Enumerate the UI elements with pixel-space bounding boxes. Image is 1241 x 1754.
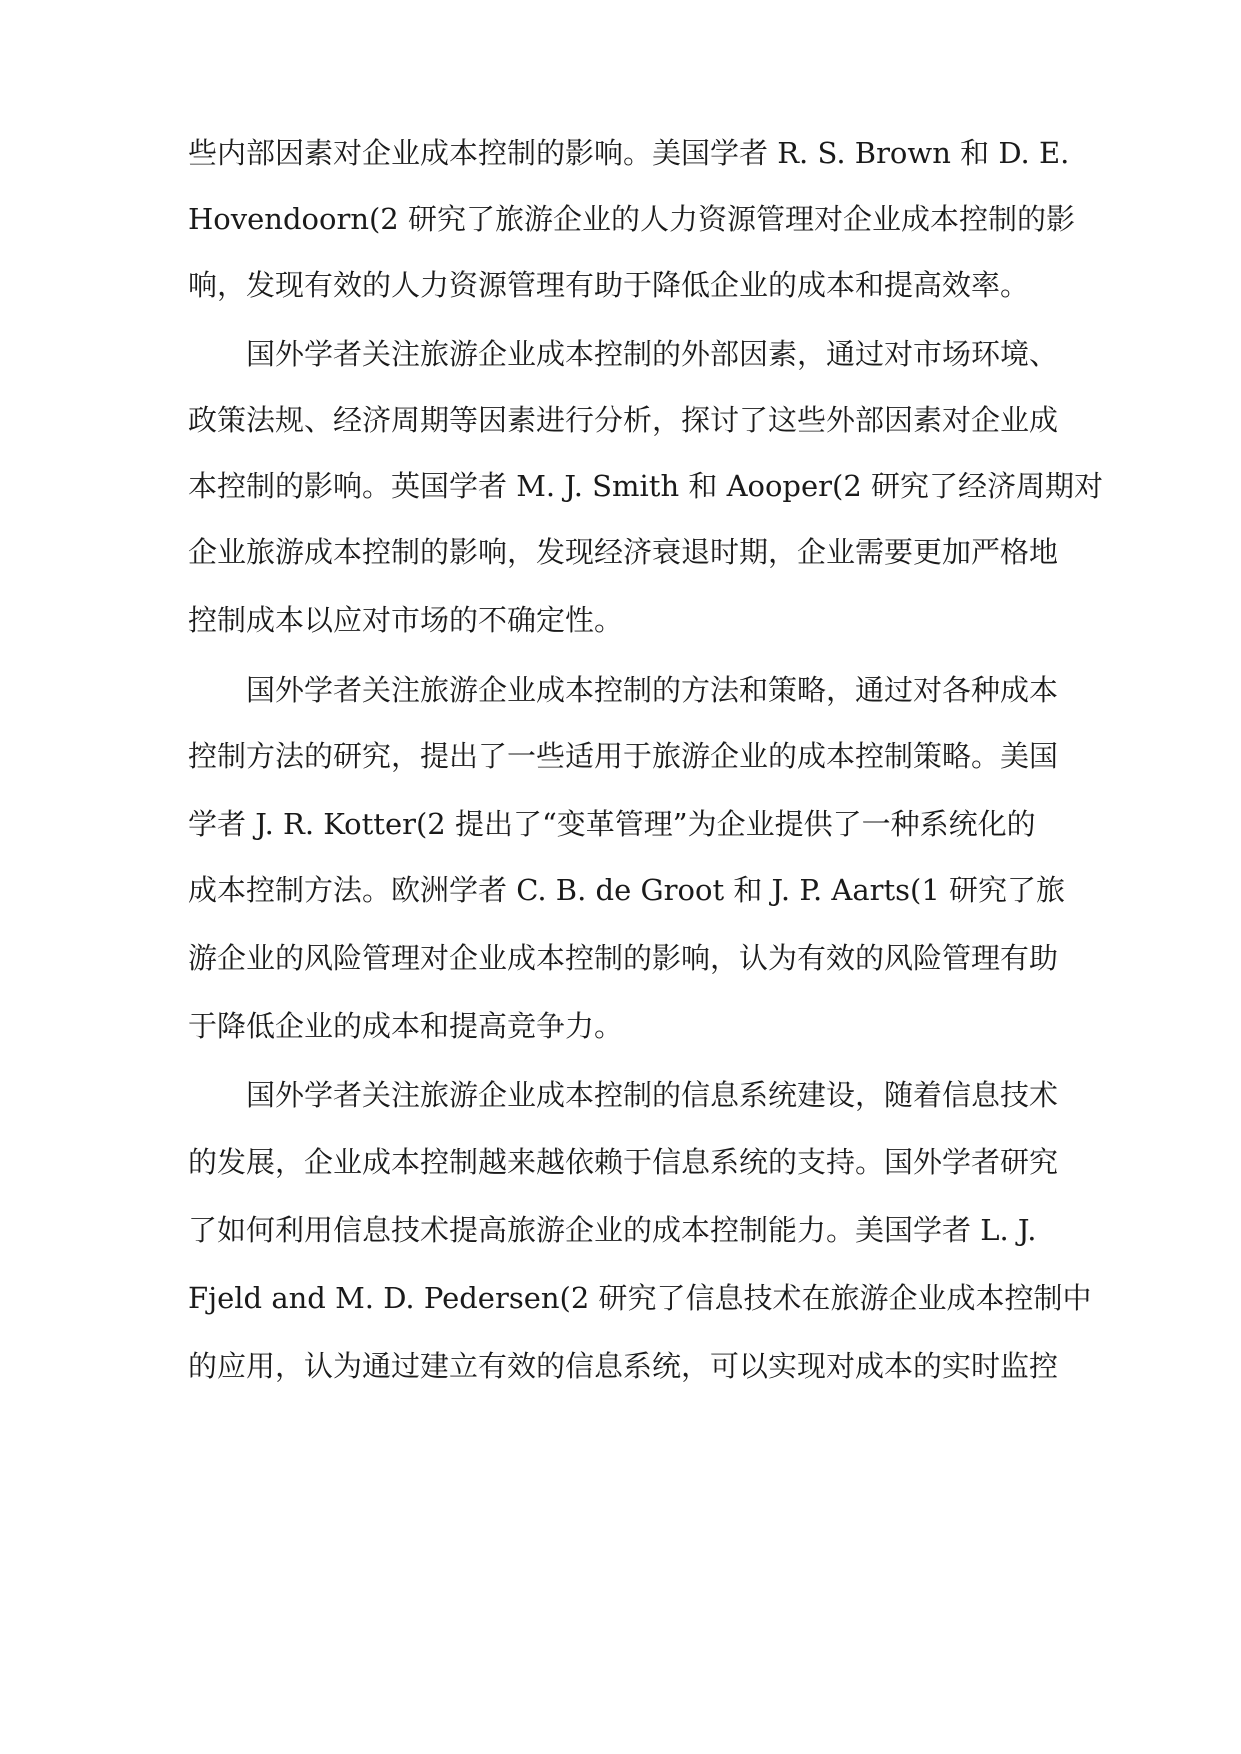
text-line: 成本控制方法。欧洲学者 C. B. de Groot 和 J. P. Aarts(1 研究了旅	[188, 873, 1066, 907]
text-line: 控制成本以应对市场的不确定性。	[188, 603, 624, 637]
text-line: 控制方法的研究，提出了一些适用于旅游企业的成本控制策略。美国	[188, 739, 1059, 773]
text-line: 响，发现有效的人力资源管理有助于降低企业的成本和提高效率。	[188, 268, 1030, 302]
text-line: 政策法规、经济周期等因素进行分析，探讨了这些外部因素对企业成	[188, 403, 1059, 437]
text-line: Hovendoorn(2 研究了旅游企业的人力资源管理对企业成本控制的影	[188, 202, 1075, 236]
text-line: 的应用，认为通过建立有效的信息系统，可以实现对成本的实时监控	[188, 1349, 1059, 1383]
paragraph-first-line: 国外学者关注旅游企业成本控制的信息系统建设，随着信息技术	[246, 1078, 1059, 1112]
text-line: 的发展，企业成本控制越来越依赖于信息系统的支持。国外学者研究	[188, 1145, 1059, 1179]
text-line: 些内部因素对企业成本控制的影响。美国学者 R. S. Brown 和 D. E.	[188, 136, 1070, 170]
text-line: Fjeld and M. D. Pedersen(2 研究了信息技术在旅游企业成本控制中	[188, 1281, 1092, 1315]
text-line: 于降低企业的成本和提高竞争力。	[188, 1009, 624, 1043]
paragraph-first-line: 国外学者关注旅游企业成本控制的方法和策略，通过对各种成本	[246, 673, 1059, 707]
text-line: 学者 J. R. Kotter(2 提出了“变革管理”为企业提供了一种系统化的	[188, 807, 1036, 841]
text-line: 本控制的影响。英国学者 M. J. Smith 和 Aooper(2 研究了经济周期对	[188, 469, 1104, 503]
text-line: 了如何利用信息技术提高旅游企业的成本控制能力。美国学者 L. J.	[188, 1213, 1037, 1247]
text-line: 企业旅游成本控制的影响，发现经济衰退时期，企业需要更加严格地	[188, 535, 1059, 569]
text-line: 游企业的风险管理对企业成本控制的影响，认为有效的风险管理有助	[188, 941, 1059, 975]
paragraph-first-line: 国外学者关注旅游企业成本控制的外部因素，通过对市场环境、	[246, 337, 1059, 371]
